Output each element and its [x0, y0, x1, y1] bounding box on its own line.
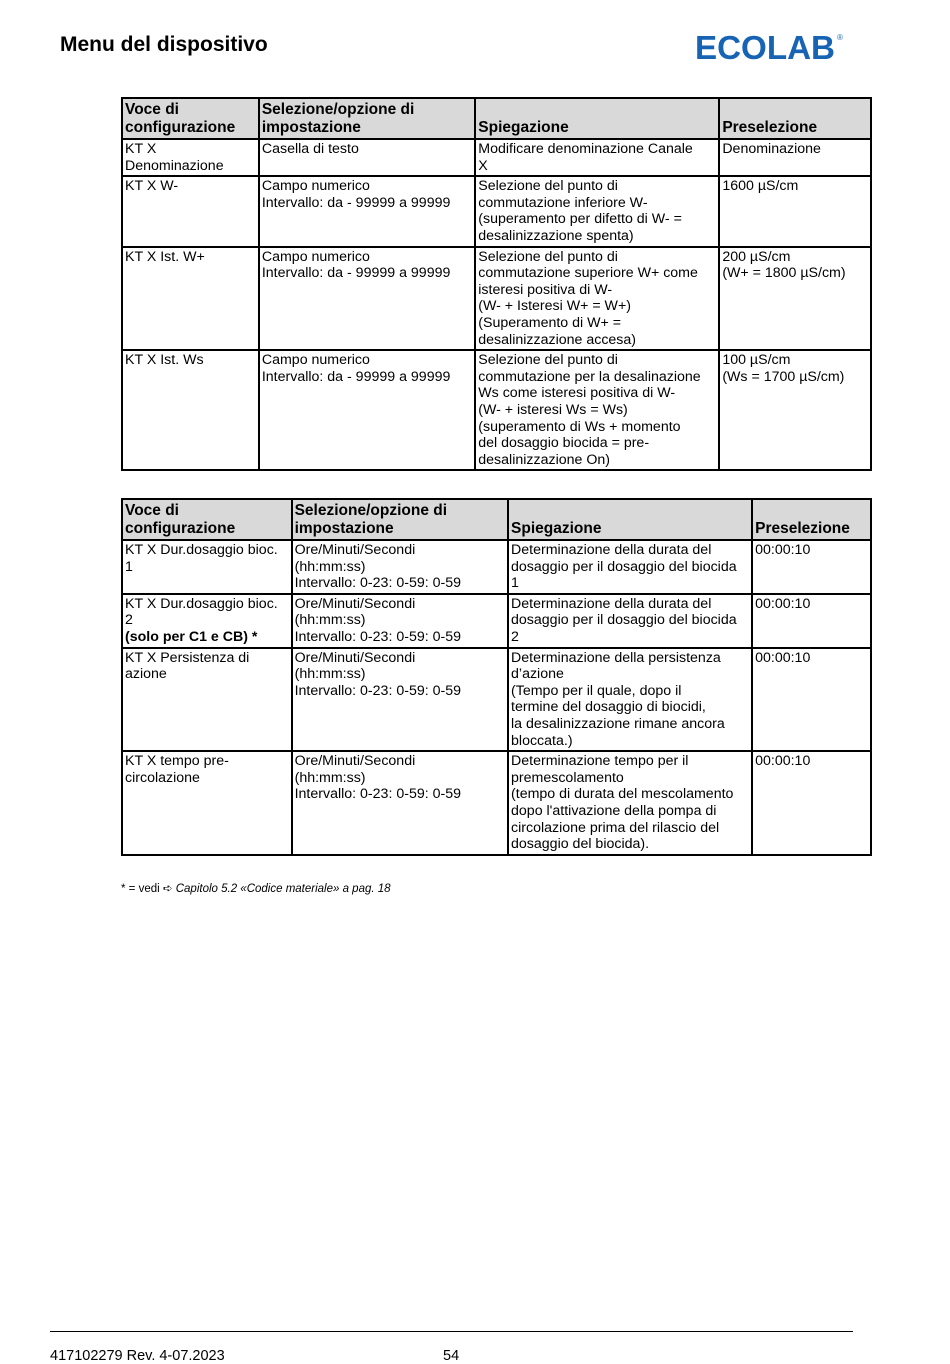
table-row	[122, 648, 871, 752]
voce-text: KT X tempo pre- circolazione	[125, 753, 229, 786]
cell-voce: KT X W-	[122, 176, 259, 246]
page-number: 54	[443, 1348, 460, 1364]
cell-voce	[122, 540, 292, 594]
cell-spiegazione: Determinazione della durata del dosaggio per il dosaggio del biocida 2	[508, 594, 752, 648]
cell-selezione: Casella di testo	[259, 139, 475, 176]
column-header: Selezione/opzione di impostazione	[259, 98, 475, 139]
cell-selezione: Ore/Minuti/Secondi (hh:mm:ss) Intervallo: 0-23: 0-59: 0-59	[292, 594, 508, 648]
footnote-prefix: * = vedi	[121, 883, 160, 895]
cell-selezione: Campo numerico Intervallo: da - 99999 a 99999	[259, 176, 475, 246]
cell-preselezione: 1600 µS/cm	[719, 176, 871, 246]
column-header: Voce di configurazione	[122, 98, 259, 139]
column-header: Spiegazione	[475, 98, 719, 139]
cell-spiegazione: Determinazione della persistenza d’azione (Tempo per il quale, dopo il termine del dosaggio di biocidi, la desalinizzazione rimane ancora bloccata.)	[508, 648, 752, 752]
footnote	[121, 881, 391, 895]
page-title: Menu del dispositivo	[60, 33, 268, 56]
voce-text: KT X Dur.dosaggio bioc. 2	[125, 595, 278, 629]
column-header: Spiegazione	[508, 499, 752, 540]
cell-voce	[122, 751, 292, 855]
cell-selezione: Campo numerico Intervallo: da - 99999 a 99999	[259, 247, 475, 351]
table-row	[122, 176, 871, 246]
cell-preselezione: 00:00:10	[752, 540, 871, 594]
cell-voce: KT X Ist. Ws	[122, 350, 259, 470]
cell-preselezione: 00:00:10	[752, 648, 871, 752]
footer-divider	[50, 1331, 853, 1332]
cell-preselezione: Denominazione	[719, 139, 871, 176]
arrow-link-icon: ➪	[162, 883, 173, 895]
settings-table-1	[121, 97, 872, 471]
logo-text: ECOLAB	[695, 30, 835, 62]
cell-spiegazione: Modificare denominazione Canale X	[475, 139, 719, 176]
settings-table-2	[121, 498, 872, 856]
cell-preselezione: 200 µS/cm (W+ = 1800 µS/cm)	[719, 247, 871, 351]
cell-spiegazione: Selezione del punto di commutazione per la desalinazione Ws come isteresi positiva di W- (W- + isteresi Ws = Ws) (superamento di Ws + momento del dosaggio biocida = pre- desalinizzazione On)	[475, 350, 719, 470]
column-header: Preselezione	[752, 499, 871, 540]
registered-mark-icon: ®	[837, 33, 843, 42]
ecolab-logo	[695, 30, 845, 62]
column-header: Selezione/opzione di impostazione	[292, 499, 508, 540]
table-row	[122, 247, 871, 351]
table-row	[122, 594, 871, 648]
cell-spiegazione: Selezione del punto di commutazione inferiore W- (superamento per difetto di W- = desalinizzazione spenta)	[475, 176, 719, 246]
table-row	[122, 751, 871, 855]
cell-spiegazione: Determinazione della durata del dosaggio per il dosaggio del biocida 1	[508, 540, 752, 594]
cell-voce	[122, 648, 292, 752]
cell-selezione: Ore/Minuti/Secondi (hh:mm:ss) Intervallo: 0-23: 0-59: 0-59	[292, 540, 508, 594]
table-row	[122, 350, 871, 470]
cell-voce	[122, 594, 292, 648]
cell-preselezione: 00:00:10	[752, 751, 871, 855]
cell-preselezione: 100 µS/cm (Ws = 1700 µS/cm)	[719, 350, 871, 470]
cell-preselezione: 00:00:10	[752, 594, 871, 648]
document-revision: 417102279 Rev. 4-07.2023	[50, 1348, 225, 1364]
cell-spiegazione: Determinazione tempo per il premescolamento (tempo di durata del mescolamento dopo l'attivazione della pompa di circolazione prima del rilascio del dosaggio del biocida).	[508, 751, 752, 855]
cell-spiegazione: Selezione del punto di commutazione superiore W+ come isteresi positiva di W- (W- + Isteresi W+ = W+) (Superamento di W+ = desalinizzazione accesa)	[475, 247, 719, 351]
cell-voce: KT X Denominazione	[122, 139, 259, 176]
column-header: Preselezione	[719, 98, 871, 139]
voce-text: KT X Dur.dosaggio bioc. 1	[125, 542, 278, 575]
cell-voce: KT X Ist. W+	[122, 247, 259, 351]
table-row	[122, 139, 871, 176]
table-header-row	[122, 499, 871, 540]
cell-selezione: Campo numerico Intervallo: da - 99999 a 99999	[259, 350, 475, 470]
table-row	[122, 540, 871, 594]
column-header: Voce di configurazione	[122, 499, 292, 540]
voce-text: KT X Persistenza di azione	[125, 649, 250, 683]
cell-selezione: Ore/Minuti/Secondi (hh:mm:ss) Intervallo: 0-23: 0-59: 0-59	[292, 751, 508, 855]
cell-selezione: Ore/Minuti/Secondi (hh:mm:ss) Intervallo: 0-23: 0-59: 0-59	[292, 648, 508, 752]
voce-note: (solo per C1 e CB) *	[125, 628, 258, 645]
table-header-row	[122, 98, 871, 139]
chapter-reference-link[interactable]: Capitolo 5.2 «Codice materiale» a pag. 18	[175, 883, 391, 895]
